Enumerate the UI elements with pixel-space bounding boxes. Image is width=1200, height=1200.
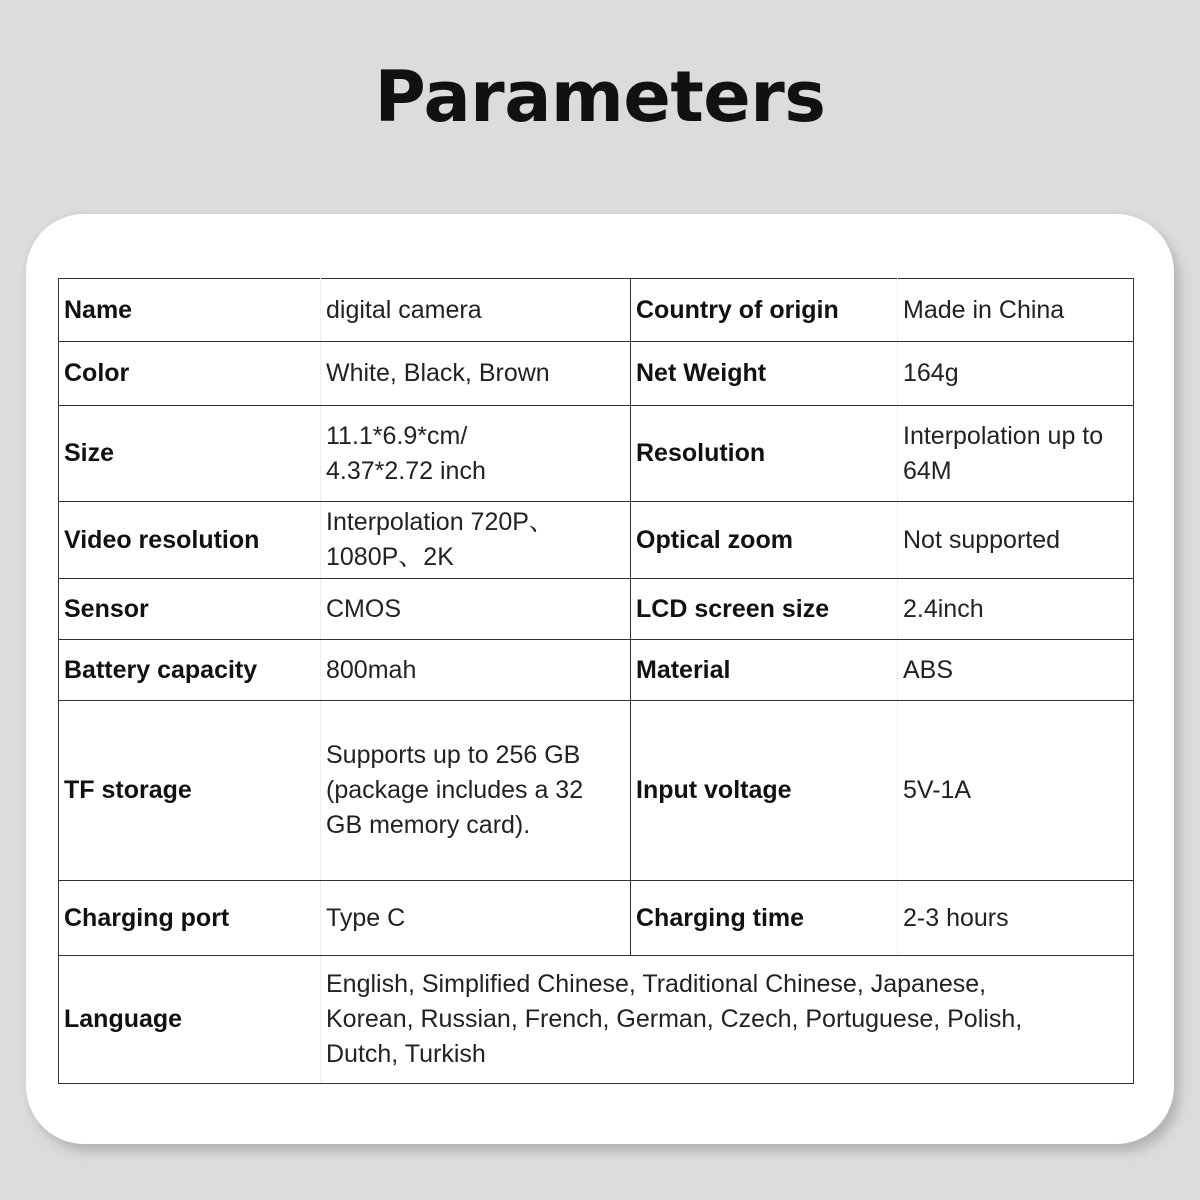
spec-value-tf-storage (321, 701, 631, 881)
spec-value-battery-capacity: 800mah (321, 640, 631, 701)
spec-label-net-weight: Net Weight (631, 342, 898, 406)
spec-label-charging-time: Charging time (631, 881, 898, 956)
spec-value-color: White, Black, Brown (321, 342, 631, 406)
spec-value-size (321, 406, 631, 502)
spec-value-lcd-screen-size: 2.4inch (898, 579, 1134, 640)
spec-value-language-line1: English, Simplified Chinese, Traditional Chinese, Japanese, (326, 970, 987, 998)
table-row (59, 956, 1134, 1084)
spec-value-language (321, 956, 1134, 1084)
spec-table (58, 278, 1134, 1084)
spec-value-size-line1: 11.1*6.9*cm/ (326, 421, 468, 450)
spec-label-country-of-origin: Country of origin (631, 279, 898, 342)
spec-value-country-of-origin: Made in China (898, 279, 1134, 342)
spec-label-language: Language (59, 956, 321, 1084)
spec-label-color: Color (59, 342, 321, 406)
spec-label-material: Material (631, 640, 898, 701)
table-row (59, 502, 1134, 579)
spec-value-resolution-line2: 64M (903, 456, 952, 485)
spec-value-tf-storage-line1: Supports up to 256 GB (326, 741, 581, 769)
table-row (59, 881, 1134, 956)
spec-label-video-resolution: Video resolution (59, 502, 321, 579)
spec-label-lcd-screen-size: LCD screen size (631, 579, 898, 640)
spec-value-charging-port: Type C (321, 881, 631, 956)
spec-value-optical-zoom: Not supported (898, 502, 1134, 579)
spec-value-tf-storage-line2: (package includes a 32 (326, 776, 584, 804)
spec-label-resolution: Resolution (631, 406, 898, 502)
spec-label-name: Name (59, 279, 321, 342)
spec-label-optical-zoom: Optical zoom (631, 502, 898, 579)
spec-label-sensor: Sensor (59, 579, 321, 640)
spec-label-input-voltage: Input voltage (631, 701, 898, 881)
spec-value-language-line3: Dutch, Turkish (326, 1040, 486, 1068)
table-row (59, 579, 1134, 640)
spec-value-material: ABS (898, 640, 1134, 701)
table-row (59, 406, 1134, 502)
table-row (59, 701, 1134, 881)
spec-label-charging-port: Charging port (59, 881, 321, 956)
spec-label-battery-capacity: Battery capacity (59, 640, 321, 701)
spec-value-resolution-line1: Interpolation up to (903, 421, 1104, 450)
spec-value-video-resolution-line2: 1080P、2K (326, 543, 454, 571)
spec-value-size-line2: 4.37*2.72 inch (326, 456, 486, 485)
spec-value-net-weight: 164g (898, 342, 1134, 406)
spec-value-charging-time: 2-3 hours (898, 881, 1134, 956)
spec-value-name: digital camera (321, 279, 631, 342)
table-row (59, 342, 1134, 406)
table-row (59, 279, 1134, 342)
spec-label-size: Size (59, 406, 321, 502)
spec-value-input-voltage: 5V-1A (898, 701, 1134, 881)
spec-value-sensor: CMOS (321, 579, 631, 640)
spec-value-video-resolution (321, 502, 631, 579)
spec-label-tf-storage: TF storage (59, 701, 321, 881)
table-row (59, 640, 1134, 701)
spec-value-tf-storage-line3: GB memory card). (326, 811, 531, 839)
spec-value-language-line2: Korean, Russian, French, German, Czech, Portuguese, Polish, (326, 1005, 1023, 1033)
spec-value-resolution (898, 406, 1134, 502)
spec-value-video-resolution-line1: Interpolation 720P、 (326, 508, 554, 536)
page-title: Parameters (374, 56, 826, 138)
